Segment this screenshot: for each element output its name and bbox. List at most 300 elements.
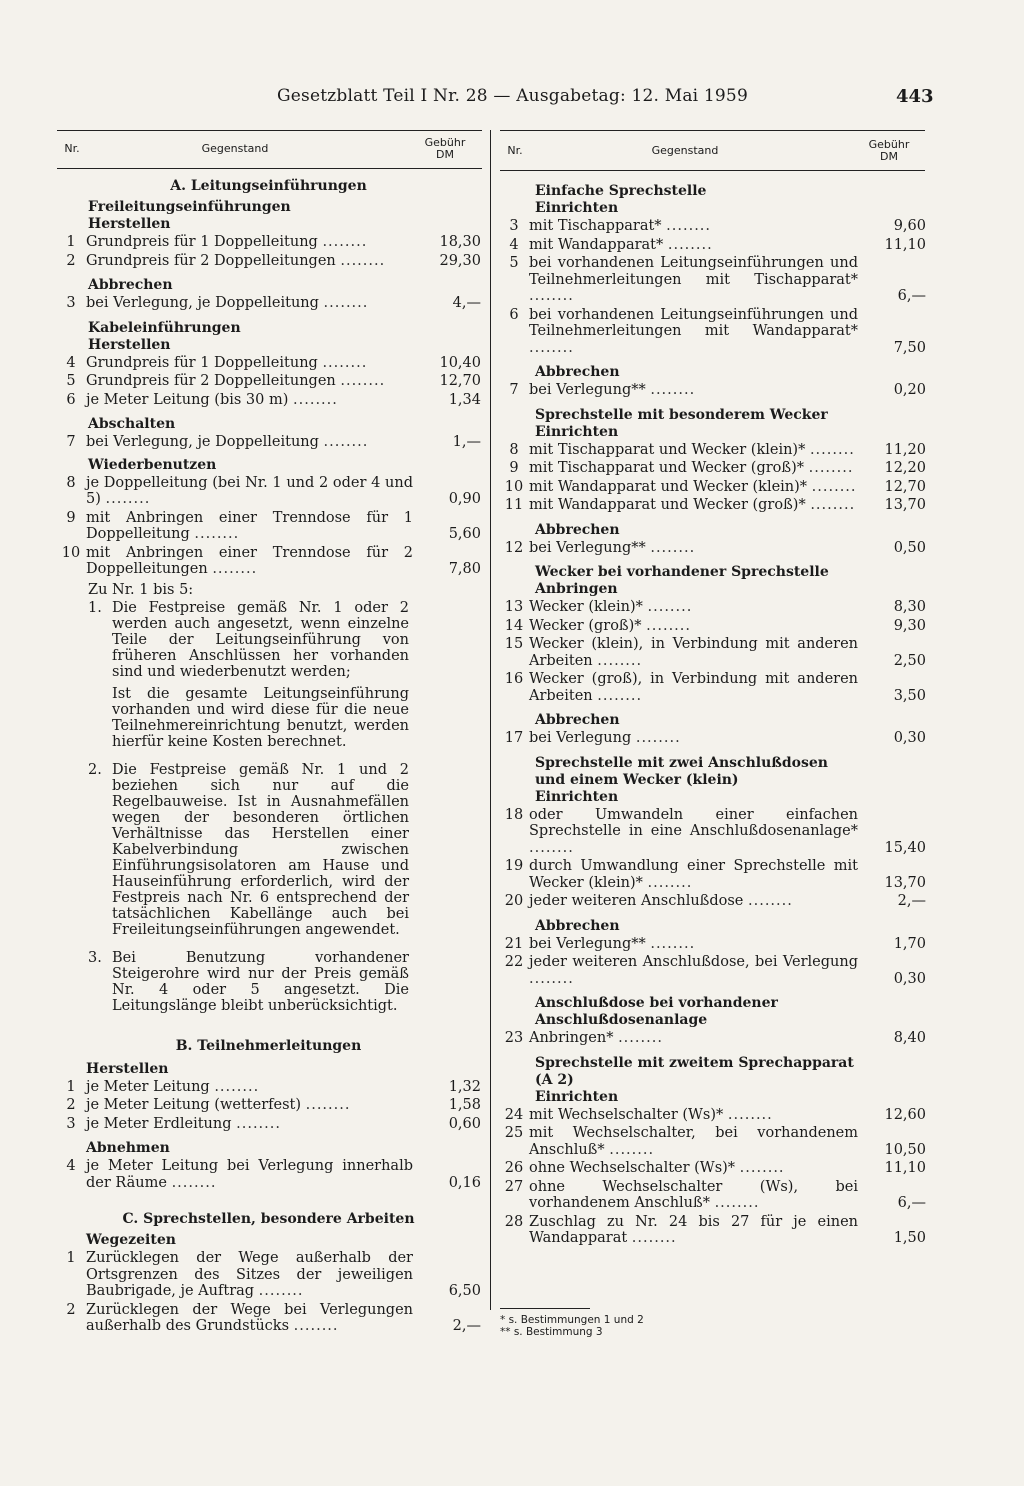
fee-list [499,218,926,356]
row-number: 11 [504,497,524,513]
row-subject-text: mit Tischapparat und Wecker (klein)* [529,441,806,458]
fee-row [499,636,926,669]
row-fee: 12,70 [439,373,481,389]
row-subject [529,479,864,496]
group-title: Sprechstelle mit zweitem Sprechapparat (A 2) [535,1054,854,1088]
row-number: 2 [66,252,76,269]
dot-leader: ........ [214,1078,260,1095]
dot-leader: ........ [529,839,574,856]
subgroup-title: Abnehmen [86,1140,170,1156]
row-number: 6 [66,391,76,408]
subgroup-title: Abbrechen [535,712,620,728]
row-subject-text: Zurücklegen der Wege bei Verlegungen außerhalb des Grundstücks [86,1301,413,1334]
row-number: 16 [504,671,524,687]
row-subject-text: Anbringen* [529,1030,614,1046]
header-title: Gesetzblatt Teil I Nr. 28 — Ausgabetag: 12. Mai 1959 [277,86,748,106]
note-number: 1. [88,599,102,616]
row-subject-text: bei vorhandenen Leitungseinführungen und Teilnehmerleitungen mit Tischapparat* [529,255,858,288]
row-number: 18 [504,806,524,823]
dot-leader: ........ [529,339,574,356]
row-subject-text: je Meter Erdleitung [86,1115,232,1132]
row-subject [529,1125,864,1158]
row-subject-text: bei vorhandenen Leitungseinführungen und Teilnehmerleitungen mit Wandapparat* [529,306,858,339]
fee-row [56,295,481,312]
row-subject-text: bei Verlegung, je Doppelleitung [86,295,319,311]
row-subject [529,807,864,857]
row-subject-text: bei Verlegung [529,730,632,746]
section-b-title: B. Teilnehmerleitungen [175,1037,362,1054]
fee-row [499,599,926,616]
row-subject-text: bei Verlegung** [529,935,646,952]
fee-row [499,479,926,496]
column-divider [490,130,491,1310]
row-fee: 2,— [897,893,926,909]
group-title: Freileitungseinführungen [88,199,291,215]
subgroup-title: Abbrechen [535,364,620,380]
row-number: 27 [504,1178,524,1195]
row-fee: 1,70 [893,935,926,952]
row-fee: 13,70 [884,874,926,891]
row-subject-text: mit Wandapparat und Wecker (klein)* [529,478,808,495]
row-subject [529,442,864,459]
row-fee: 6,50 [448,1283,481,1299]
row-subject [86,1158,419,1191]
subgroup-title: Herstellen [88,336,171,353]
row-subject-text: Grundpreis für 2 Doppelleitungen [86,252,336,269]
fee-row [499,255,926,305]
row-subject [529,1179,864,1212]
fee-list [56,295,481,312]
dot-leader: ........ [212,561,258,577]
left-column [56,178,481,1337]
row-subject [86,1116,419,1133]
fee-row [499,442,926,459]
row-subject-text: Grundpreis für 1 Doppelleitung [86,354,318,371]
dot-leader: ........ [647,599,693,615]
row-fee: 3,50 [893,687,926,704]
subgroup-title: Wegezeiten [86,1232,176,1248]
row-fee: 0,50 [893,539,926,556]
row-subject-text: Grundpreis für 2 Doppelleitungen [86,373,336,389]
row-fee: 7,80 [448,561,481,577]
row-number: 14 [504,617,524,634]
fee-list [499,382,926,399]
row-number: 2 [66,1301,76,1318]
row-subject-text: jeder weiteren Anschlußdose [529,893,744,909]
dot-leader: ........ [809,441,855,458]
row-fee: 0,20 [893,382,926,398]
row-subject-text: Wecker (groß)* [529,617,642,634]
row-fee: 4,— [452,295,481,311]
row-subject-text: Wecker (klein)* [529,599,643,615]
right-column [499,180,926,1249]
dot-leader: ........ [236,1115,281,1132]
dot-leader: ........ [618,1030,663,1046]
row-fee: 15,40 [884,839,926,856]
fee-row [56,1250,481,1300]
fee-list [56,1250,481,1335]
fee-row [499,382,926,399]
row-number: 10 [61,544,81,561]
note-item [88,762,409,944]
row-subject-text: mit Anbringen einer Trenndose für 2 Doppelleitungen [86,544,413,577]
row-number: 4 [509,236,519,253]
left-header-rule [57,168,482,169]
dot-leader: ........ [322,234,368,250]
row-subject-text: mit Tischapparat und Wecker (groß)* [529,460,804,476]
fee-row [56,1302,481,1335]
row-subject [529,1214,864,1247]
dot-leader: ........ [597,687,643,704]
dot-leader: ........ [650,382,696,398]
dot-leader: ........ [631,1230,677,1246]
subgroup-title: Abschalten [88,416,176,432]
note-paragraph: Die Festpreise gemäß Nr. 1 oder 2 werden auch angesetzt, wenn einzelne Teile der Leitungseinführung von früheren Anschlüssen her vorhanden sind und wiederbenutzt werden; [112,599,409,680]
row-number: 22 [504,954,524,970]
fee-row [499,858,926,891]
fee-row [56,1097,481,1114]
row-fee: 9,30 [893,617,926,634]
fee-list [499,442,926,514]
note-paragraph: Bei Benutzung vorhandener Steigerohre wird nur der Preis gemäß Nr. 4 oder 5 angesetzt. Die Leitungslänge bleibt unberücksichtigt. [112,949,409,1014]
fee-row [56,234,481,251]
fee-row [56,510,481,543]
row-number: 7 [509,382,519,398]
row-fee: 7,50 [893,339,926,356]
subgroup-title: Herstellen [86,1060,169,1077]
row-fee: 13,70 [884,497,926,513]
row-subject [529,1107,864,1124]
fee-list [56,1158,481,1191]
subgroup-title: Einrichten [535,788,619,805]
row-subject [529,1030,864,1047]
fee-label: Gebühr [424,136,466,149]
left-header-subject: Gegenstand [201,142,269,155]
row-number: 5 [509,255,519,271]
row-fee: 11,20 [884,441,926,458]
dot-leader: ........ [322,354,368,371]
right-top-rule [500,130,925,131]
dot-leader: ........ [808,460,854,476]
row-subject-text: jeder weiteren Anschlußdose, bei Verlegung [529,954,858,970]
fee-row [499,218,926,235]
fee-row [56,1158,481,1191]
row-fee: 12,70 [884,478,926,495]
row-subject [529,893,864,910]
row-number: 1 [66,1078,76,1095]
subgroup-title: Herstellen [88,216,171,232]
row-fee: 8,40 [893,1030,926,1046]
row-fee: 1,34 [448,391,481,408]
row-fee: 9,60 [893,218,926,234]
dot-leader: ........ [105,491,151,507]
row-subject [529,382,864,399]
dot-leader: ........ [293,391,338,408]
row-fee: 11,10 [884,1160,926,1176]
fee-row [56,475,481,508]
row-subject-text: mit Wandapparat* [529,236,664,253]
row-number: 4 [66,1158,76,1174]
footnote: * s. Bestimmungen 1 und 2 [500,1314,644,1326]
section-c-title: C. Sprechstellen, besondere Arbeiten [122,1211,415,1227]
dot-leader: ........ [194,526,240,542]
row-subject [529,730,864,747]
fee-row [56,355,481,372]
row-fee: 1,— [452,434,481,450]
notes-block [56,582,481,1020]
subgroup-title: Abbrechen [535,917,620,934]
row-fee: 10,40 [439,354,481,371]
fee-row [499,893,926,910]
dot-leader: ........ [293,1318,339,1334]
note-number: 2. [88,761,102,778]
row-subject-text: ohne Wechselschalter (Ws), bei vorhandenem Anschluß* [529,1178,858,1211]
row-subject [529,636,864,669]
row-number: 26 [504,1160,524,1176]
row-number: 3 [66,295,76,311]
row-number: 15 [504,636,524,652]
row-subject [86,545,419,578]
row-subject-text: bei Verlegung** [529,382,646,398]
fee-label: Gebühr [868,138,910,151]
dot-leader: ........ [323,295,369,311]
row-subject [86,1097,419,1114]
row-fee: 1,58 [448,1097,481,1113]
row-fee: 0,30 [893,730,926,746]
row-subject-text: durch Umwandlung einer Sprechstelle mit Wecker (klein)* [529,858,858,891]
dot-leader: ........ [727,1106,773,1123]
dot-leader: ........ [323,434,369,450]
footnote-rule [500,1308,590,1309]
row-number: 2 [66,1097,76,1113]
group-title: Kabeleinführungen [88,319,241,336]
dot-leader: ........ [667,236,713,253]
dot-leader: ........ [340,252,386,269]
fee-row [499,1179,926,1212]
row-fee: 1,32 [448,1078,481,1095]
fee-row [56,545,481,578]
fee-row [499,936,926,953]
row-subject [86,475,419,508]
row-subject [529,255,864,305]
subgroup-title: Abbrechen [535,521,620,538]
row-fee: 1,50 [893,1230,926,1246]
dot-leader: ........ [305,1097,351,1113]
row-number: 17 [504,730,524,746]
group-title: Sprechstelle mit zwei Anschlußdosen und einem Wecker (klein) [535,754,828,788]
note-paragraph: Ist die gesamte Leitungseinführung vorhanden und wird diese für die neue Teilnehmereinrichtung benutzt, werden hierfür keine Kosten berechnet. [112,685,409,750]
row-fee: 2,50 [893,652,926,669]
row-fee: 5,60 [448,526,481,542]
row-subject [86,373,419,390]
fee-row [499,730,926,747]
right-header-nr: Nr. [507,144,523,157]
dot-leader: ........ [666,218,712,234]
row-subject-text: mit Wechselschalter (Ws)* [529,1106,724,1123]
row-fee: 8,30 [893,599,926,615]
fee-list [499,1030,926,1047]
dot-leader: ........ [171,1174,217,1191]
row-subject-text: mit Wechselschalter, bei vorhandenem Anschluß* [529,1125,858,1158]
fee-list [56,434,481,451]
row-subject-text: mit Anbringen einer Trenndose für 1 Doppelleitung [86,509,413,542]
dot-leader: ........ [650,539,696,556]
fee-row [499,1214,926,1247]
row-number: 5 [66,373,76,389]
note-item [88,950,409,1020]
row-subject [86,510,419,543]
row-number: 8 [509,441,519,458]
row-number: 23 [504,1030,524,1046]
dot-leader: ........ [529,288,574,304]
note-paragraph: Die Festpreise gemäß Nr. 1 und 2 beziehen sich nur auf die Regelbauweise. Ist in Ausnahmefällen wegen der besonderen örtlichen Verhältnisse das Herstellen einer Kabelverbindung zwischen Einführungsisolatoren am Hause und Hauseinführung erforderlich, wird der Festpreis nach Nr. 6 entsprechend der tatsächlichen Kabellänge auch bei Freileitungseinführungen angewendet. [112,761,409,938]
row-number: 10 [504,478,524,495]
fee-row [56,253,481,270]
dot-leader: ........ [811,478,857,495]
dot-leader: ........ [609,1141,655,1158]
dot-leader: ........ [529,970,574,987]
row-fee: 12,60 [884,1106,926,1123]
row-subject [529,460,864,477]
row-subject-text: je Meter Leitung (wetterfest) [86,1097,301,1113]
right-header-rule [500,170,925,171]
fee-row [499,618,926,635]
footnote: ** s. Bestimmung 3 [500,1326,603,1338]
row-number: 1 [66,1250,76,1266]
row-fee: 0,90 [448,491,481,507]
section-a-title: A. Leitungseinführungen [170,178,367,194]
fee-unit: DM [436,148,454,161]
fee-list [499,599,926,704]
row-subject [86,434,419,451]
row-number: 3 [66,1115,76,1132]
row-subject-text: Zurücklegen der Wege außerhalb der Ortsgrenzen des Sitzes der jeweiligen Baubrigade, je Auftrag [86,1250,413,1299]
fee-row [499,307,926,357]
row-subject [86,1302,419,1335]
dot-leader: ........ [748,893,793,909]
row-subject [529,218,864,235]
row-subject [86,234,419,251]
row-subject-text: bei Verlegung** [529,539,646,556]
dot-leader: ........ [739,1160,785,1176]
row-subject [529,618,864,635]
fee-row [499,671,926,704]
row-subject-text: Grundpreis für 1 Doppelleitung [86,234,318,250]
dot-leader: ........ [258,1283,304,1299]
dot-leader: ........ [714,1195,760,1211]
note-item [88,600,409,756]
row-subject [529,936,864,953]
dot-leader: ........ [597,652,643,669]
left-header-nr: Nr. [64,142,80,155]
fee-row [499,1107,926,1124]
right-header-subject: Gegenstand [651,144,719,157]
dot-leader: ........ [647,874,693,891]
row-fee: 0,30 [893,970,926,987]
row-number: 7 [66,434,76,450]
row-subject-text: je Meter Leitung bei Verlegung innerhalb der Räume [86,1158,413,1191]
dot-leader: ........ [810,497,856,513]
row-subject [86,1079,419,1096]
row-number: 20 [504,893,524,909]
row-subject-text: ohne Wechselschalter (Ws)* [529,1160,736,1176]
subgroup-title: Abbrechen [88,277,173,293]
row-subject [529,954,864,987]
fee-list [56,234,481,269]
fee-row [499,497,926,514]
row-subject [529,540,864,557]
row-number: 9 [66,509,76,526]
row-subject-text: Wecker (groß), in Verbindung mit anderen Arbeiten [529,671,858,704]
row-number: 1 [66,234,76,250]
subgroup-title: Einrichten [535,423,619,440]
fee-row [499,807,926,857]
row-number: 21 [504,935,524,952]
note-number: 3. [88,949,102,966]
dot-leader: ........ [646,617,692,634]
fee-row [499,954,926,987]
row-number: 8 [66,474,76,491]
dot-leader: ........ [635,730,681,746]
row-fee: 11,10 [884,236,926,253]
row-subject-text: bei Verlegung, je Doppelleitung [86,434,319,450]
row-subject [86,1250,419,1300]
fee-list [56,475,481,578]
group-title: Wecker bei vorhandener Sprechstelle [535,564,829,580]
row-number: 3 [509,218,519,234]
row-subject [529,237,864,254]
row-subject-text: je Meter Leitung (bis 30 m) [86,391,289,408]
row-fee: 29,30 [439,252,481,269]
row-subject [529,1160,864,1177]
row-number: 13 [504,599,524,615]
row-number: 6 [509,306,519,323]
fee-row [499,540,926,557]
row-subject-text: je Doppelleitung (bei Nr. 1 und 2 oder 4 und 5) [86,474,413,507]
right-header-fee [856,139,922,163]
fee-row [56,373,481,390]
subgroup-title: Einrichten [535,200,619,216]
fee-row [499,1125,926,1158]
row-fee: 12,20 [884,460,926,476]
group-title: Sprechstelle mit besonderem Wecker [535,406,828,423]
row-fee: 0,60 [448,1115,481,1132]
fee-row [56,392,481,409]
row-number: 9 [509,460,519,476]
row-fee: 6,— [897,1195,926,1211]
row-subject [529,671,864,704]
page-number: 443 [896,86,934,107]
row-subject [86,253,419,270]
fee-row [499,460,926,477]
row-fee: 10,50 [884,1141,926,1158]
row-subject [86,392,419,409]
fee-row [499,1030,926,1047]
group-title: Anschlußdose bei vorhandener Anschlußdosenanlage [535,995,778,1028]
row-subject [529,497,864,514]
fee-list [56,1079,481,1133]
row-number: 28 [504,1213,524,1230]
row-number: 19 [504,858,524,874]
row-subject [529,858,864,891]
fee-list [499,807,926,910]
row-subject-text: mit Wandapparat und Wecker (groß)* [529,497,806,513]
row-subject-text: je Meter Leitung [86,1078,210,1095]
row-subject-text: Wecker (klein), in Verbindung mit anderen Arbeiten [529,636,858,669]
row-fee: 6,— [897,288,926,304]
fee-unit: DM [880,150,898,163]
dot-leader: ........ [650,935,696,952]
